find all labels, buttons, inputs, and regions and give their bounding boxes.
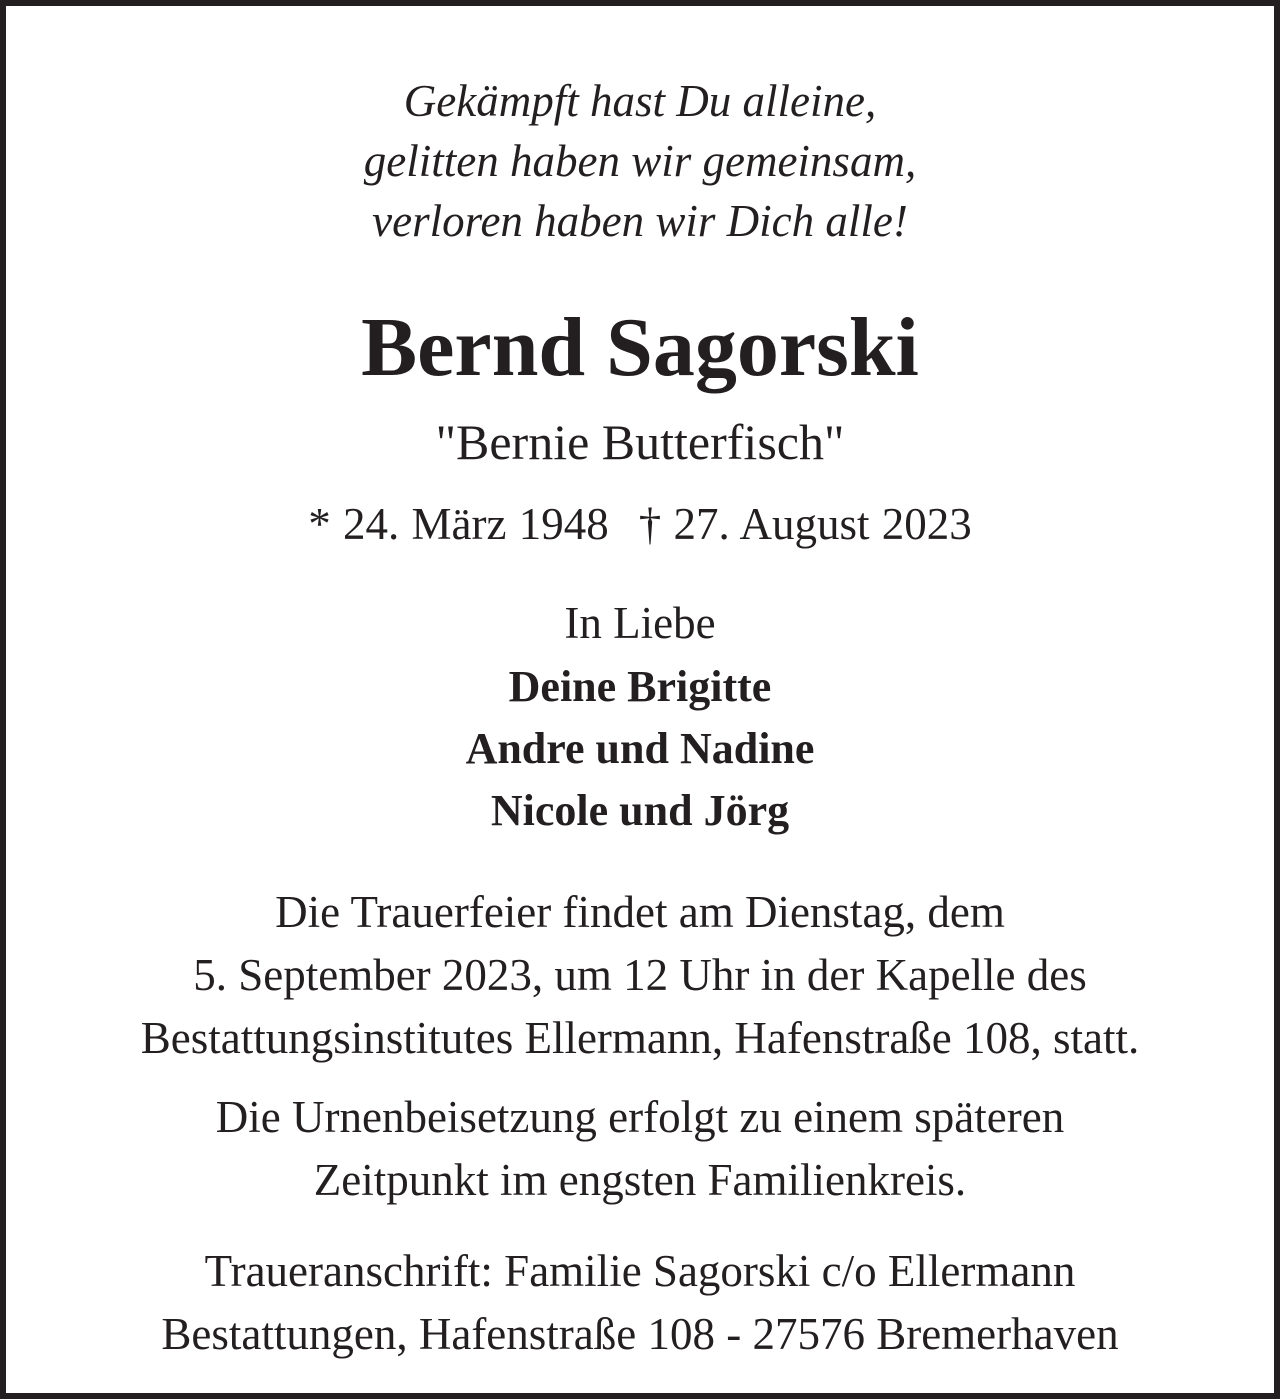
deceased-name: Bernd Sagorski <box>361 301 919 394</box>
urn-line-2: Zeitpunkt im engsten Familienkreis. <box>313 1155 967 1205</box>
urn-line-1: Die Urnenbeisetzung erfolgt zu einem späteren <box>215 1092 1065 1142</box>
family-member-2: Andre und Nadine <box>465 724 815 773</box>
verse-line-1: Gekämpft hast Du alleine, <box>403 76 877 126</box>
birth-date: * 24. März 1948 <box>308 499 609 549</box>
address-line-1: Traueranschrift: Familie Sagorski c/o Ellermann <box>204 1246 1076 1296</box>
address-line-2: Bestattungen, Hafenstraße 108 - 27576 Bremerhaven <box>161 1309 1119 1359</box>
ceremony-line-1: Die Trauerfeier findet am Dienstag, dem <box>275 887 1005 937</box>
verse-line-3: verloren haben wir Dich alle! <box>372 196 908 246</box>
ceremony-line-3: Bestattungsinstitutes Ellermann, Hafenstraße 108, statt. <box>140 1013 1140 1063</box>
ceremony-line-2: 5. September 2023, um 12 Uhr in der Kapelle des <box>193 950 1087 1000</box>
deceased-nickname: "Bernie Butterfisch" <box>435 414 845 470</box>
life-dates <box>6 496 1274 552</box>
death-date: † 27. August 2023 <box>638 499 972 549</box>
verse-line-2: gelitten haben wir gemeinsam, <box>363 136 917 186</box>
family-member-1: Deine Brigitte <box>508 662 772 711</box>
family-member-3: Nicole und Jörg <box>490 786 790 835</box>
in-love-text: In Liebe <box>564 598 716 648</box>
